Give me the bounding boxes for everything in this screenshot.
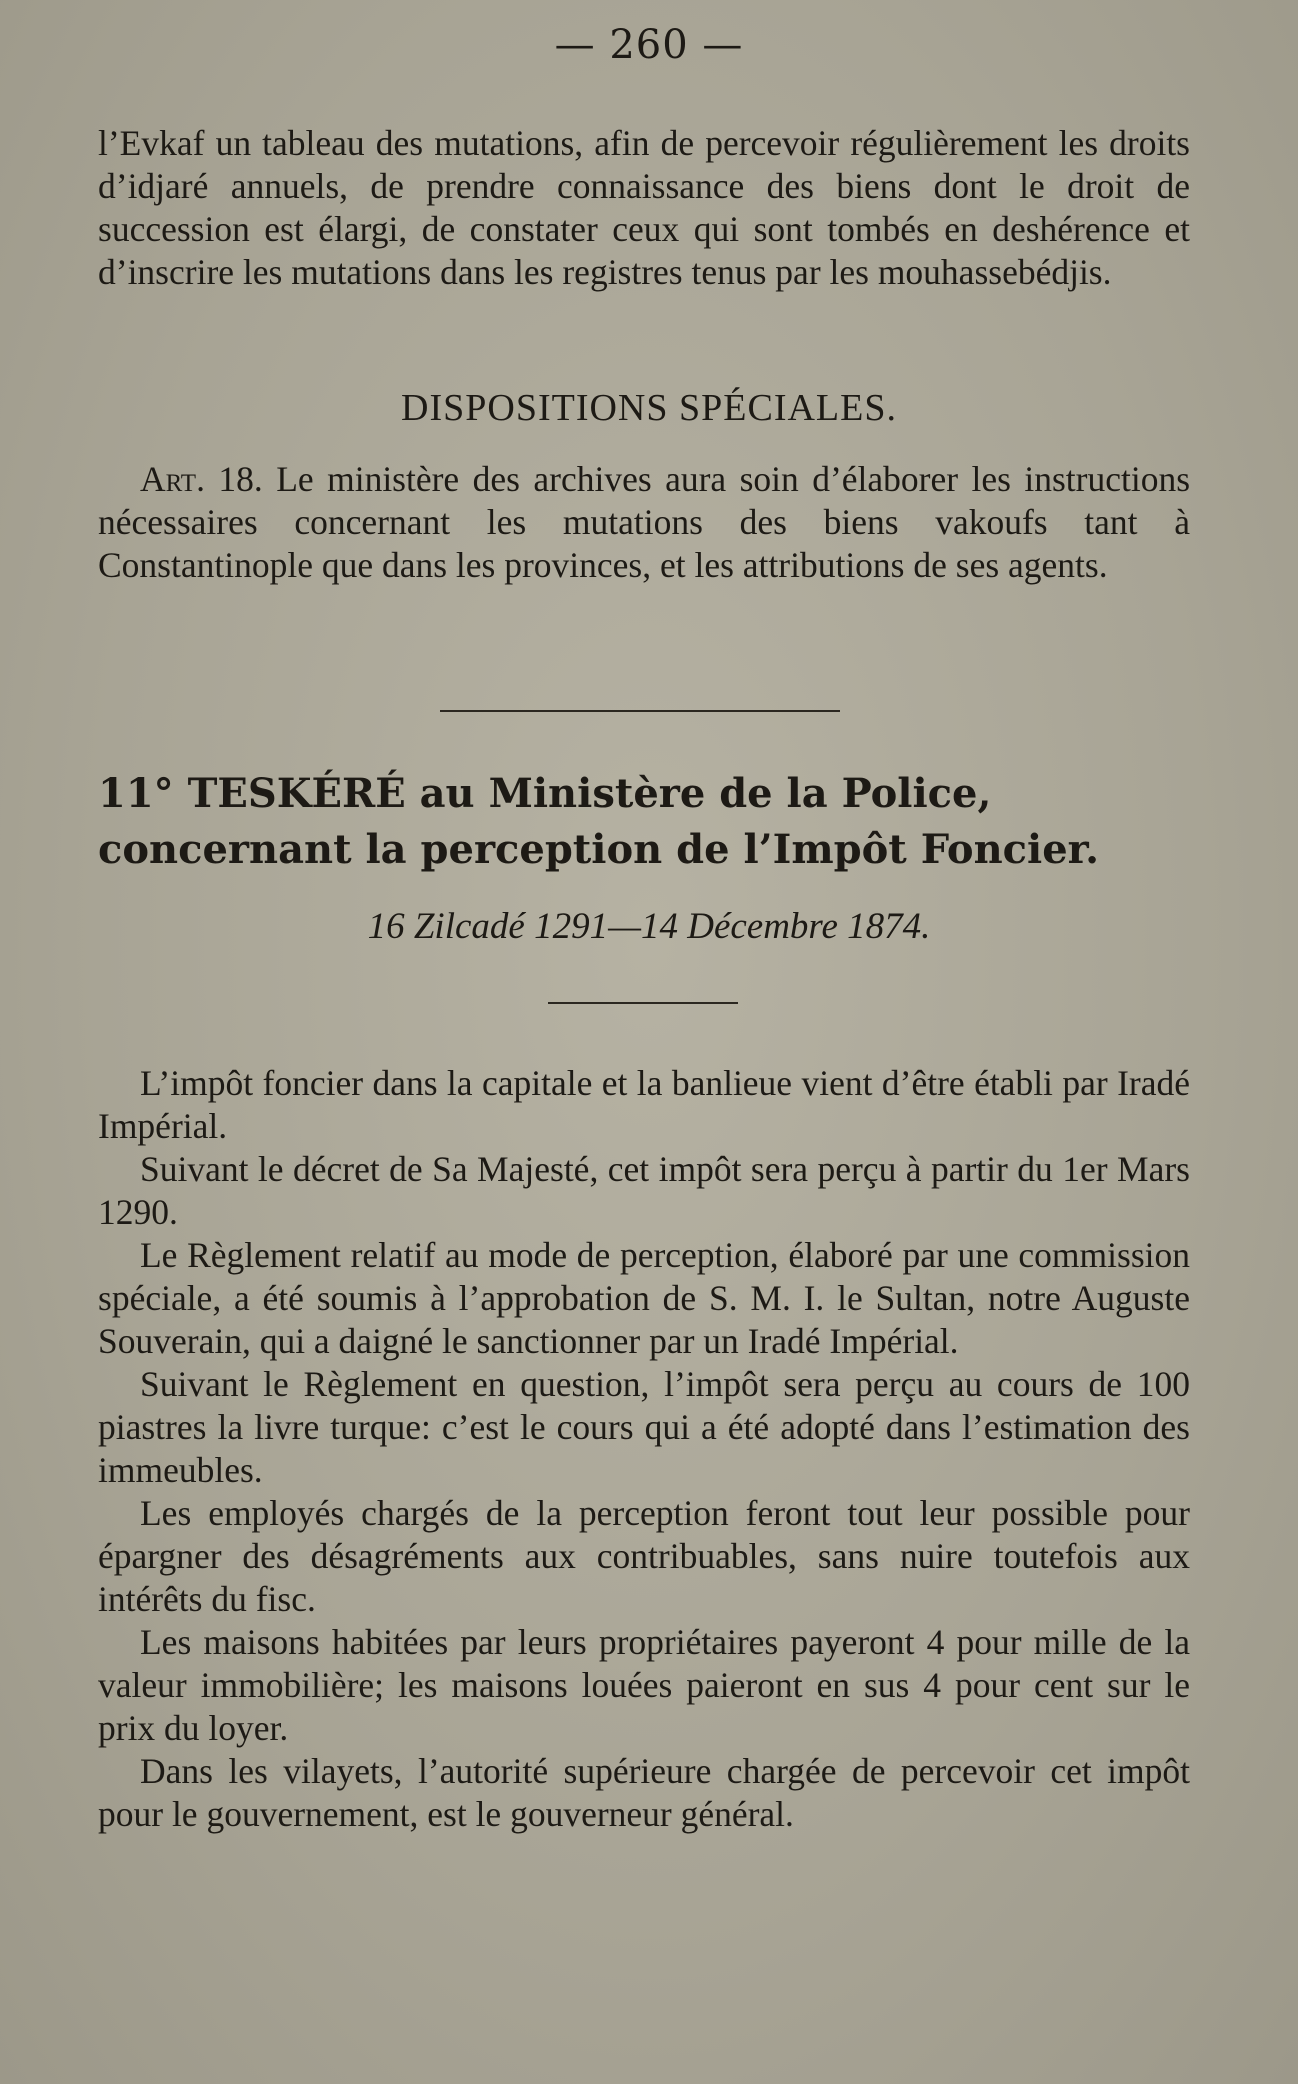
document-title: 11° TESKÉRÉ au Ministère de la Police, concernant la perception de l’Impôt Foncier. <box>98 770 1099 873</box>
section-divider <box>440 710 840 712</box>
article-18 <box>98 458 1190 587</box>
document-body <box>98 1062 1190 1836</box>
body-paragraph: Le Règlement relatif au mode de perception, élaboré par une commission spéciale, a été soumis à l’approbation de S. M. I. le Sultan, notre Auguste Souverain, qui a daigné le sanctionner par un Iradé Impérial. <box>98 1235 1190 1361</box>
intro-paragraph <box>98 122 1190 294</box>
body-paragraph: Suivant le Règlement en question, l’impôt sera perçu au cours de 100 piastres la livre turque: c’est le cours qui a été adopté dans l’estimation des immeubles. <box>98 1364 1190 1490</box>
section-heading: DISPOSITIONS SPÉCIALES. <box>401 387 897 429</box>
body-paragraph: Dans les vilayets, l’autorité supérieure chargée de percevoir cet impôt pour le gouvernement, est le gouverneur général. <box>98 1751 1190 1834</box>
article-label: Art. <box>140 459 205 499</box>
body-paragraph: Suivant le décret de Sa Majesté, cet impôt sera perçu à partir du 1er Mars 1290. <box>98 1149 1190 1232</box>
date-divider <box>548 1002 738 1004</box>
article-text: Le ministère des archives aura soin d’élaborer les instructions nécessaires concernant les mutations des biens vakoufs tant à Constantinople que dans les provinces, et les attributions de ses agents. <box>98 459 1191 585</box>
body-paragraph: Les maisons habitées par leurs propriétaires payeront 4 pour mille de la valeur immobilière; les maisons louées paieront en sus 4 pour cent sur le prix du loyer. <box>98 1622 1190 1748</box>
body-paragraph: L’impôt foncier dans la capitale et la banlieue vient d’être établi par Iradé Impérial. <box>98 1063 1190 1146</box>
page-number: — 260 — <box>554 22 744 68</box>
article-number: 18. <box>218 459 263 499</box>
document-date: 16 Zilcadé 1291—14 Décembre 1874. <box>367 906 931 947</box>
paragraph: l’Evkaf un tableau des mutations, afin de percevoir régulièrement les droits d’idjaré annuels, de prendre connaissance des biens dont le droit de succession est élargi, de constater ceux qui sont tombés en deshérence et d’inscrire les mutations dans les registres tenus par les mouhassebédjis. <box>98 123 1190 292</box>
body-paragraph: Les employés chargés de la perception feront tout leur possible pour épargner des désagréments aux contribuables, sans nuire toutefois aux intérêts du fisc. <box>98 1493 1190 1619</box>
